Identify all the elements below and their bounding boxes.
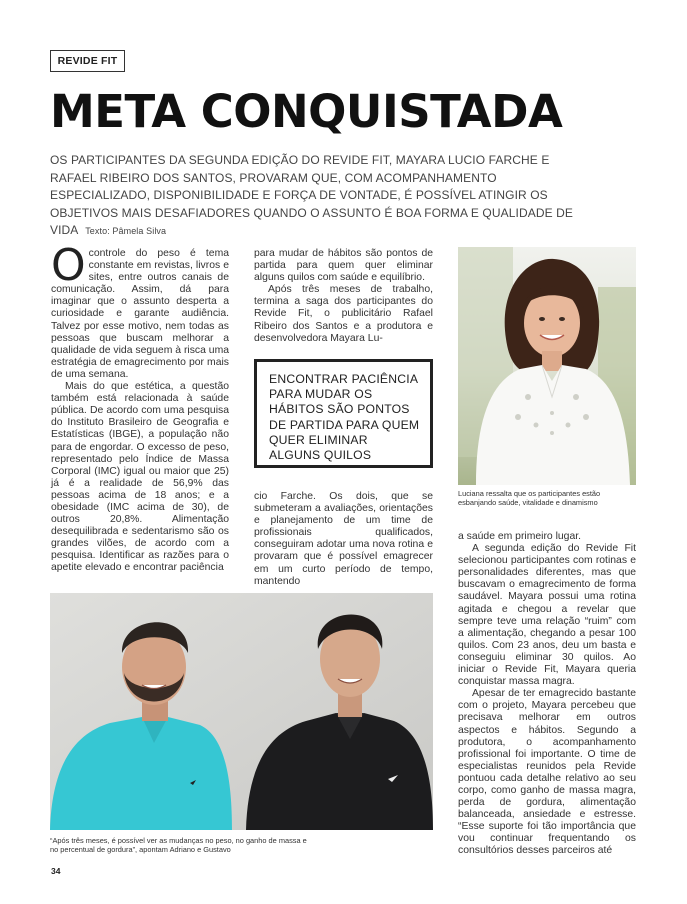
photo-luciana (458, 247, 636, 485)
column-3 (458, 531, 636, 858)
paragraph: Após três meses de trabalho, termina a saga dos participantes do Revide Fit, o publicitário Rafael Ribeiro dos Santos e a produtora e desenvolvedora Mayara Lu- (254, 284, 433, 344)
lede (50, 152, 595, 241)
paragraph: para mudar de hábitos são pontos de partida para quem quer eliminar alguns quilos com saúde e equilíbrio. (254, 248, 433, 284)
paragraph: A segunda edição do Revide Fit selecionou participantes com rotinas e personalidades diferentes, mas que buscavam o emagrecimento de forma saudável. Mayara possui uma rotina agitada e chegou a revelar que sempre teve uma relação “ruim” com a alimentação, chegando a pesar 100 quilos. Com 23 anos, deu um basta e conseguiu eliminar 30 quilos. Ao iniciar o Revide Fit, Mayara queria conquistar massa magra. (458, 543, 636, 688)
paragraph-intro (51, 240, 229, 381)
paragraph-intro-text: controle do peso é tema constante em revistas, livros e sites, entre outros canais de comunicação. Assim, dá para imaginar que o assunto desperta a curiosidade e garante audiência. Talvez por esse motivo, nem todas as pessoas que buscam melhorar a qualidade de vida seguem à risca uma estratégia de emagrecimento por mais de uma semana. (51, 248, 229, 380)
author-credit: Texto: Pâmela Silva (85, 226, 167, 237)
photo-luciana-caption: Luciana ressalta que os participantes estão esbanjando saúde, vitalidade e dinamismo (458, 489, 601, 507)
column-2-top (254, 248, 433, 345)
column-1 (51, 240, 229, 575)
lede-text: OS PARTICIPANTES DA SEGUNDA EDIÇÃO DO REVIDE FIT, MAYARA LUCIO FARCHE E RAFAEL RIBEIRO DOS SANTOS, PROVARAM QUE, COM ACOMPANHAMENTO ESPECIALIZADO, DISPONIBILIDADE E FORÇA DE VONTADE, É POSSÍVEL ATINGIR OS OBJETIVOS MAIS DESAFIADORES QUANDO O ASSUNTO É BOA FORMA E QUALIDADE DE VIDA (50, 153, 573, 238)
paragraph: cio Farche. Os dois, que se submeteram a avaliações, orientações e planejamento de um time de profissionais qualificados, conseguiram adotar uma nova rotina e provaram que é possível emagrecer em um curto período de tempo, mantendo (254, 491, 433, 587)
pull-quote: ENCONTRAR PACIÊNCIA PARA MUDAR OS HÁBITOS SÃO PONTOS DE PARTIDA PARA QUEM QUER ELIMINAR ALGUNS QUILOS (254, 359, 433, 468)
drop-cap: O (51, 240, 86, 291)
paragraph: a saúde em primeiro lugar. (458, 531, 582, 542)
page-number: 34 (51, 866, 61, 876)
paragraph: Mais do que estética, a questão também está relacionada à saúde pública. De acordo com uma pesquisa do Instituto Brasileiro de Geografia e Estatísticas (IBGE), a população não para de engordar. O excesso de peso, representado pelo Índice de Massa Corporal (IMC) igual ou maior que 25) já é a realidade de 56,9% das pessoas acima de 18 anos; e a obesidade (IMC acima de 30), de outros 20,8%. Alimentação desequilibrada e sedentarismo são os grandes vilões, de acordo com a pesquisa. Identificar as razões para o apetite elevado e encontrar paciência (51, 381, 229, 574)
photo-adriano-gustavo-image (50, 593, 433, 830)
photo-luciana-image (458, 247, 636, 485)
headline: META CONQUISTADA (50, 85, 563, 138)
photo-adriano-gustavo (50, 593, 433, 830)
photo-men-caption: “Após três meses, é possível ver as mudanças no peso, no ganho de massa e no percentual de gordura”, apontam Adriano e Gustavo (50, 836, 307, 854)
section-tag: REVIDE FIT (50, 50, 125, 72)
column-2-bottom (254, 491, 433, 588)
paragraph: Apesar de ter emagrecido bastante com o projeto, Mayara percebeu que precisava melhorar em outros aspectos e hábitos. Segundo a produtora, o acompanhamento profissional foi importante. O time de especialistas reunidos pela Revide pontuou cada detalhe relativo ao seu corpo, como ganho de massa magra, perda de gordura, alimentação balanceada, ansiedade e estresse. “Esse suporte foi tão importância que vou continuar frequentando os consultórios desses parceiros até (458, 688, 636, 857)
